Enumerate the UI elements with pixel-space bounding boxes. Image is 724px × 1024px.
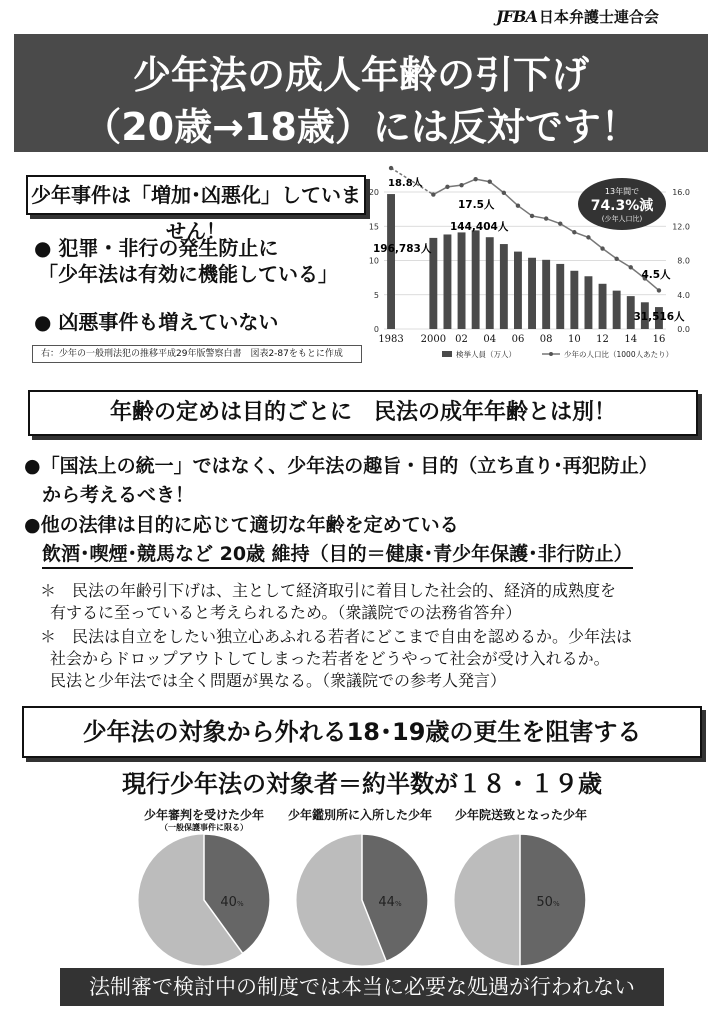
bar-13: [570, 271, 578, 329]
section3-subheading: 現行少年法の対象者＝約半数が１８・１９歳: [122, 770, 602, 798]
y-left-tick: 5: [373, 290, 379, 300]
line-point-2: [445, 185, 449, 189]
bubble-line1: 13年間で: [604, 187, 640, 196]
y-left-tick: 0: [373, 325, 379, 334]
note2-line1: ＊ 民法は自立をしたい独立心あふれる若者にどこまで自由を認めるか。少年法は: [40, 627, 633, 646]
jfba-logo-mark: JFBA: [496, 7, 537, 26]
bar-10: [528, 258, 536, 329]
pie1-note: （一般保護事件に限る）: [160, 823, 248, 832]
line-point-6: [502, 191, 506, 195]
x-tick-12: 12: [596, 334, 609, 345]
bar-15: [599, 284, 607, 329]
footer-banner: 法制審で検討中の制度では本当に必要な処遇が行われない: [60, 968, 664, 1006]
chart-legend: [442, 349, 673, 359]
annotation-bar-end: 31,516人: [633, 311, 685, 323]
line-point-10: [558, 221, 562, 225]
page-title-banner: [14, 34, 708, 152]
bubble-line3: (少年人口比): [601, 215, 643, 223]
x-tick-02: 02: [455, 334, 468, 345]
bar-11: [542, 260, 550, 329]
pie-value-unit: %: [394, 900, 402, 908]
bar-16: [613, 291, 621, 329]
legend-bar-swatch: [442, 351, 452, 357]
x-tick-16: 16: [652, 334, 666, 345]
x-tick-08: 08: [539, 334, 553, 345]
note2-line2: 社会からドロップアウトしてしまった若者をどうやって社会が受け入れるか。: [50, 649, 610, 668]
y-right-tick: 4.0: [677, 290, 690, 300]
pie1-title: 少年審判を受けた少年: [143, 808, 264, 822]
line-point-9: [544, 216, 548, 220]
y-left-tick: 20: [368, 188, 379, 197]
y-right-tick: 8.0: [677, 256, 690, 266]
bar-8: [500, 244, 508, 329]
y-left-tick: 15: [368, 222, 379, 232]
pie-chart-3: [450, 832, 590, 968]
note1-line2: 有するに至っていると考えられるため。（衆議院での法務省答弁）: [50, 603, 522, 622]
x-tick-2000: 2000: [420, 334, 447, 345]
bar-7: [486, 237, 494, 329]
pie2-title: 少年鑑別所に入所した少年: [287, 808, 432, 822]
pie-value-label: 50%: [536, 895, 560, 910]
section2-heading: 年齢の定めは目的ごとに 民法の成年年齢とは別！: [28, 390, 698, 436]
page-title-line2: （20歳→18歳）には反対です！: [83, 105, 639, 149]
section1-bullet1-line1: ● 犯罪・非行の発生防止に: [34, 236, 279, 260]
x-tick-10: 10: [567, 334, 581, 345]
line-point-13: [600, 246, 604, 250]
section2-bullet1-line1: ●「国法上の統一」ではなく、少年法の趣旨・目的（立ち直り･再犯防止）: [24, 455, 658, 477]
section3-heading: 少年法の対象から外れる18･19歳の更生を阻害する: [22, 706, 702, 758]
pie3-title: 少年院送致となった少年: [454, 808, 587, 822]
bar-0: [387, 194, 395, 329]
line-point-8: [530, 214, 534, 218]
section1-heading: 少年事件は「増加･凶悪化」していません！: [26, 175, 366, 215]
bubble-line2: 74.3%減: [590, 198, 654, 214]
y-left-tick: 10: [368, 256, 379, 266]
line-point-7: [516, 204, 520, 208]
x-tick-14: 14: [624, 334, 638, 345]
pie-value-label: 44%: [378, 895, 402, 910]
x-tick-1983: 1983: [378, 334, 404, 345]
annotation-bar-start: 196,783人: [373, 243, 432, 255]
crime-trend-chart: [366, 164, 716, 374]
section1-bullet2: ● 凶悪事件も増えていない: [34, 310, 279, 334]
line-point-3: [459, 183, 463, 187]
bar-12: [556, 264, 564, 329]
x-tick-04: 04: [483, 334, 497, 345]
legend-line-label: 少年の人口比（1000人あたり）: [564, 350, 674, 359]
note1-line1: ＊ 民法の年齢引下げは、主として経済取引に着目した社会的、経済的成熟度を: [40, 581, 617, 600]
annotation-line-peak: 17.5人: [458, 199, 495, 211]
line-point-15: [629, 265, 633, 269]
jfba-logo: [496, 6, 722, 30]
pie-chart-2: [292, 832, 432, 968]
chart-source-note: 右：少年の一般刑法犯の推移平成29年版警察白書 図表2-87をもとに作成: [32, 345, 362, 363]
line-point-4: [473, 177, 477, 181]
pie-value-label: 40%: [220, 895, 244, 910]
org-name: 日本弁護士連合会: [538, 8, 659, 26]
line-point-5: [488, 180, 492, 184]
pie-value-unit: %: [552, 900, 560, 908]
bar-9: [514, 252, 522, 329]
y-right-tick: 0.0: [677, 325, 690, 334]
page-title-line1: 少年法の成人年齢の引下げ: [132, 53, 589, 97]
bar-14: [585, 276, 593, 329]
y-right-tick: 16.0: [672, 188, 690, 197]
line-point-12: [586, 235, 590, 239]
legend-bar-label: 検挙人員（万人）: [456, 350, 516, 359]
note2-line3: 民法と少年法では全く問題が異なる。（衆議院での参考人発言）: [50, 671, 507, 690]
annotation-bar-peak: 144,404人: [450, 221, 509, 233]
line-point-1: [431, 192, 435, 196]
section2-bullet2: ●他の法律は目的に応じて適切な年齢を定めている: [24, 514, 459, 536]
section1-bullet1-line2: 「少年法は有効に機能している」: [38, 262, 338, 286]
line-point-0: [389, 166, 393, 170]
line-point-14: [614, 257, 618, 261]
annotation-line-start: 18.8人: [388, 178, 423, 189]
line-point-17: [657, 288, 661, 292]
section2-bullet2-detail: 飲酒･喫煙･競馬など 20歳 維持（目的＝健康･青少年保護･非行防止）: [42, 539, 633, 569]
y-right-tick: 12.0: [672, 222, 690, 232]
annotation-line-end: 4.5人: [641, 269, 671, 281]
legend-line-marker: [549, 352, 553, 356]
bar-5: [458, 232, 466, 329]
section2-bullet1-line2: から考えるべき！: [42, 484, 195, 506]
pie-value-unit: %: [236, 900, 244, 908]
bar-4: [444, 234, 452, 329]
line-point-11: [572, 230, 576, 234]
x-tick-06: 06: [511, 334, 525, 345]
pie-chart-1: [134, 832, 274, 968]
bar-6: [472, 230, 480, 329]
